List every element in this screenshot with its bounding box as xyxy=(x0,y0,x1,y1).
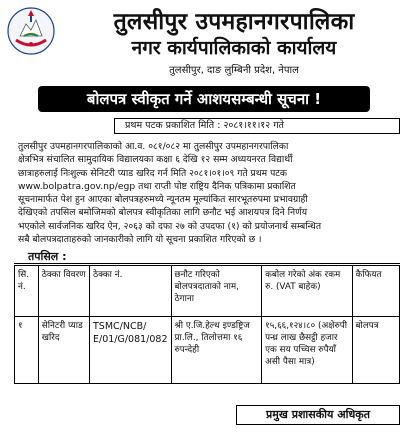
cell-description: सेनिटरी प्याड खरिद xyxy=(38,317,89,384)
body-line: छात्राहरुलाई निःशुल्क सेनिटरी प्याड खरिद गर्न मिति २०८१।०१।०९ गते प्रथम पटक xyxy=(18,167,287,179)
cell-remarks: बोलपत्र xyxy=(352,317,399,384)
notice-body xyxy=(18,140,400,246)
col-description: ठेक्का विवरण xyxy=(38,266,89,317)
col-contract-no: ठेक्का नं. xyxy=(90,266,172,317)
body-line: तुलसीपुर उपमहानगरपालिकाको आ.व. ०८१/०८२ मा तुलसीपुर उपमहानगरपालिका xyxy=(18,141,289,152)
col-remarks: कैफियत xyxy=(352,266,399,317)
nepal-emblem-icon xyxy=(6,6,56,56)
body-line: क्षेत्रभित्र संचालित सामुदायिक विद्यालयका कक्षा ६ देखि १२ सम्म अध्ययनरत विद्यार्थी xyxy=(18,154,293,166)
tapsil-label: तपसिल : xyxy=(28,250,67,263)
divider xyxy=(14,263,400,264)
cell-bidder: श्री ए.जि.हेल्थ इण्डष्ट्रिज प्रा.लि., तिलोत्तमा १६ रुपन्देही xyxy=(171,317,262,384)
cell-sn: १ xyxy=(15,317,39,384)
col-amount: कबोल गरेको अंक रकम रु. (VAT बाहेक) xyxy=(262,266,352,317)
body-line: भएकोले सार्वजनिक खरिद ऐन, २०६३ को दफा २७ को उपदफा (१) को प्रयोजनार्थ सम्बन्धित xyxy=(18,220,322,232)
body-line: सूचनामार्फत पेश हुन आएका बोलपत्रहरुमध्ये न्यूनतम मूल्यांकित सारभूतरुपमा प्रभावग्राही xyxy=(18,194,308,206)
body-line: देखिएको तपसिल बमोजिमको बोलपत्र स्वीकृतिका लागि छनौट भई आशयपत्र दिने निर्णय xyxy=(18,207,308,219)
cell-contract-no: TSMC/NCB/ E/01/G/081/082 xyxy=(90,317,172,384)
signatory: प्रमुख प्रशासकीय अधिकृत xyxy=(236,405,400,425)
award-table xyxy=(14,265,400,384)
body-line-url: www.bolpatra.gov.np/egp तथा राप्ती पोष्ट राष्ट्रिय दैनिक पत्रिकामा प्रकाशित xyxy=(18,180,296,192)
address: तुलसीपुर, दाङ लुम्बिनी प्रदेश, नेपाल xyxy=(169,65,299,76)
publish-date: प्रथम पटक प्रकाशित मिति : २०८१।११।१२ गते xyxy=(114,118,400,134)
table-header-row xyxy=(15,266,400,317)
col-bidder: छनौट गरिएको बोलपत्रदाताको नाम, ठेगाना xyxy=(171,266,262,317)
cell-amount: १५,६६,१२४।८० (अक्षेरुपी पन्ध्र लाख छैसट्ठी हजार एक सय पच्चिस रुपैयाँ असी पैसा मात्र) xyxy=(262,317,352,384)
org-title: तुलसीपुर उपमहानगरपालिका xyxy=(113,9,355,35)
col-sn: सि. नं. xyxy=(15,266,39,317)
notice-banner: बोलपत्र स्वीकृत गर्ने आशयसम्बन्धी सूचना ! xyxy=(38,86,370,112)
body-line: सबै बोलपत्रदाताहरुको जानकारीको लागि यो सूचना प्रकाशित गरिएको छ । xyxy=(18,234,262,246)
table-row xyxy=(15,317,400,384)
office-title: नगर कार्यपालिकाको कार्यालय xyxy=(131,37,337,59)
